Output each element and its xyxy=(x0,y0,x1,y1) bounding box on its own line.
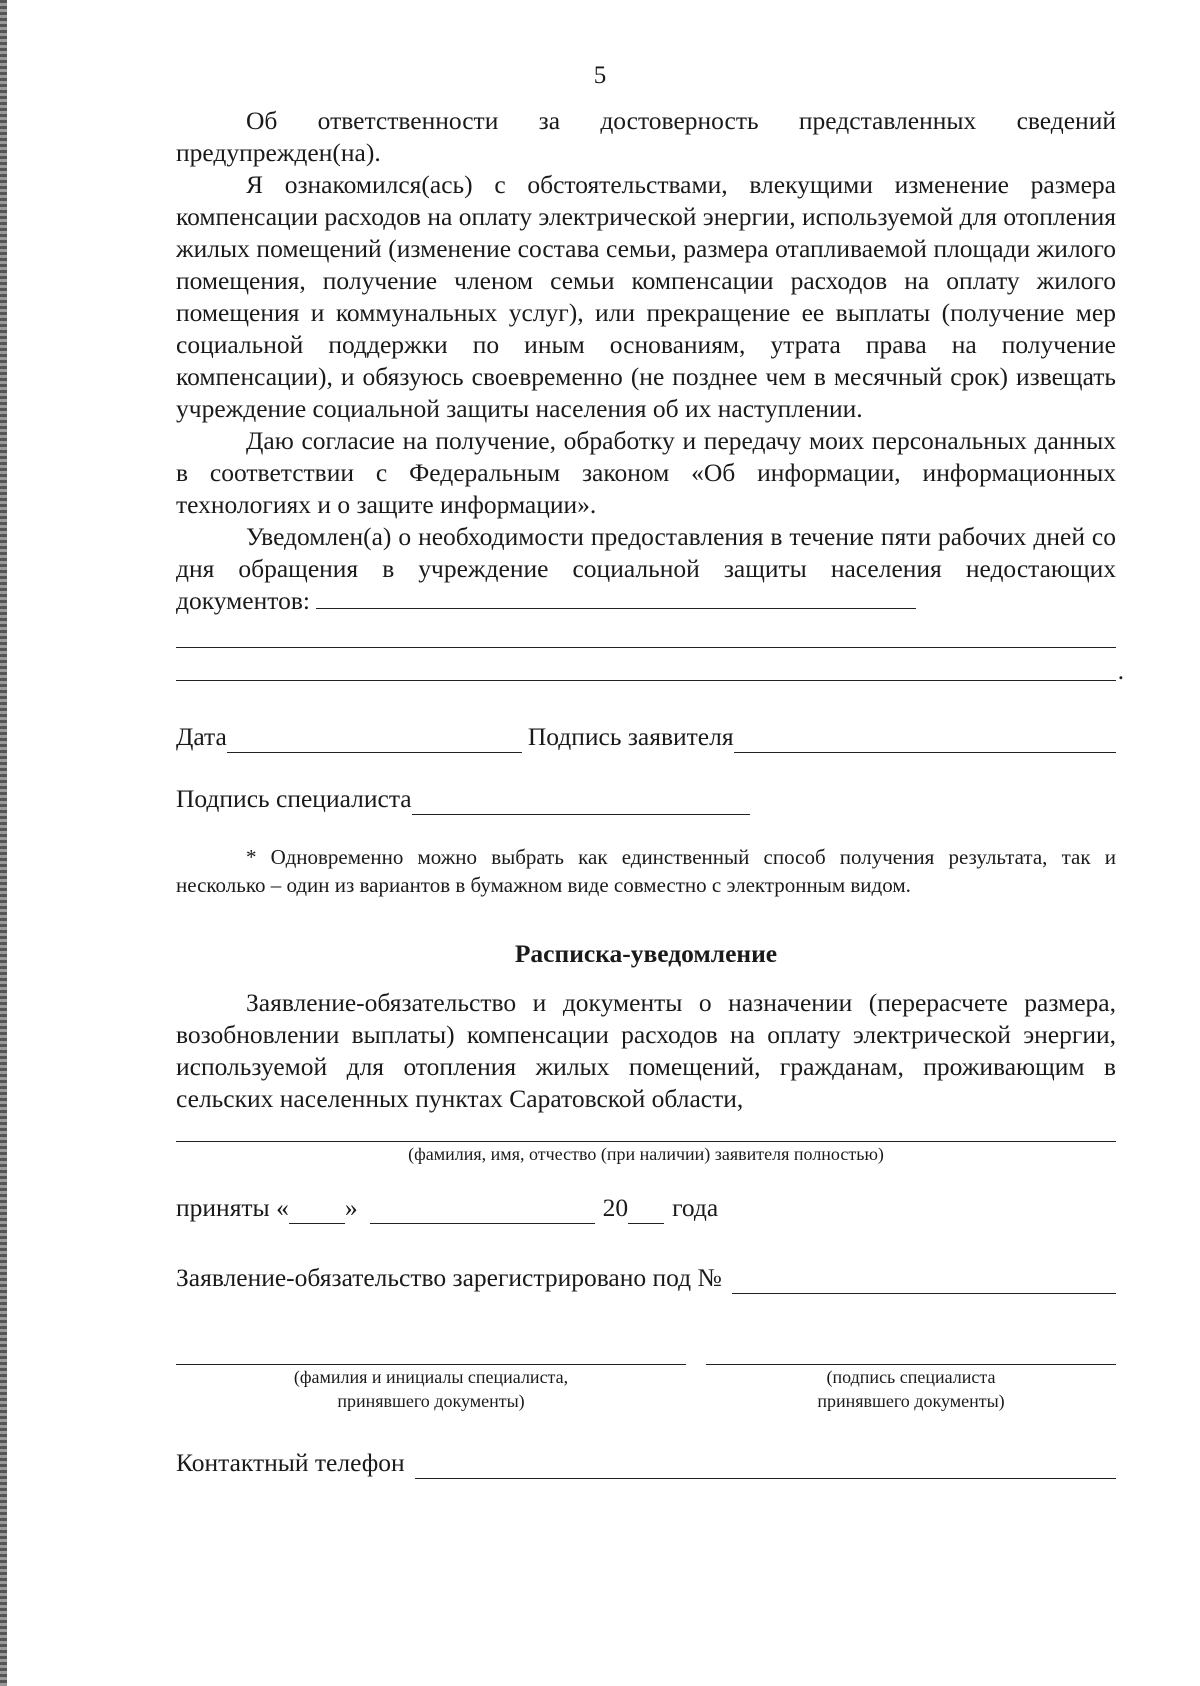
paragraph-acknowledgement: Я ознакомился(ась) с обстоятельствами, влекущими изменение размера компенсации расходов на оплату электрической энергии, используемой для отопления жилых помещений (изменение состава семьи, размера отапливаемой площади жилого помещения, получение членом семьи компенсации расходов на оплату жилого помещения и коммунальных услуг), или прекращение ее выплаты (получение мер социальной поддержки по иным основаниям, утрата права на получение компенсации), и обязуюсь своевременно (не позднее чем в месячный срок) извещать учреждение социальной защиты населения об их наступлении. xyxy=(176,170,1117,423)
specialist-sign-block xyxy=(176,1334,1116,1413)
missing-documents-line-3[interactable]: . xyxy=(176,650,1116,681)
registered-label: Заявление-обязательство зарегистрировано под № xyxy=(176,1263,722,1292)
document-content xyxy=(176,105,1124,1479)
receipt-body: Заявление-обязательство и документы о назначении (перерасчете размера, возобновлении выплаты) компенсации расходов на оплату электрической энергии, используемой для отопления жилых помещений, гражданам, проживающим в сельских населенных пунктах Саратовской области, xyxy=(176,988,1116,1113)
accepted-date-row xyxy=(176,1192,1116,1224)
registration-number-field[interactable] xyxy=(732,1265,1116,1294)
missing-documents-field[interactable] xyxy=(316,586,916,609)
specialist-name-column xyxy=(176,1334,686,1413)
specialist-sign-caption-2: принявшего документы) xyxy=(817,1391,1005,1411)
missing-documents-text: Уведомлен(а) о необходимости предоставления в течение пяти рабочих дней со дня обращения в учреждение социальной защиты населения недостающих документов: xyxy=(176,522,1116,615)
specialist-name-caption-2: принявшего документы) xyxy=(337,1391,525,1411)
accepted-year-field[interactable] xyxy=(628,1195,664,1224)
footnote: * Одновременно можно выбрать как единственный способ получения результата, так и несколько – один из вариантов в бумажном виде совместно с электронным видом. xyxy=(176,845,1116,897)
date-signature-row xyxy=(176,721,1116,753)
applicant-signature-field[interactable] xyxy=(734,724,1116,753)
accepted-day-field[interactable] xyxy=(289,1195,345,1224)
missing-documents-line-2[interactable] xyxy=(176,617,1116,648)
specialist-sign-field[interactable] xyxy=(706,1334,1116,1365)
applicant-fio-field[interactable] xyxy=(176,1115,1116,1142)
date-field[interactable] xyxy=(227,724,522,753)
date-label: Дата xyxy=(176,722,227,751)
phone-field[interactable] xyxy=(415,1450,1116,1479)
accepted-year-prefix: 20 xyxy=(602,1193,629,1222)
applicant-fio-caption: (фамилия, имя, отчество (при наличии) заявителя полностью) xyxy=(408,1144,884,1164)
accepted-quote-close: » xyxy=(344,1193,358,1222)
specialist-signature-label: Подпись специалиста xyxy=(176,784,412,813)
missing-docs-block xyxy=(176,521,1116,617)
paragraph-responsibility: Об ответственности за достоверность представленных сведений предупрежден(на). xyxy=(176,106,1116,167)
specialist-name-caption-1: (фамилия и инициалы специалиста, xyxy=(293,1367,569,1387)
page-number: 5 xyxy=(593,62,607,89)
scan-edge xyxy=(0,0,7,1686)
specialist-name-field[interactable] xyxy=(176,1334,686,1365)
paragraph-missing-documents xyxy=(176,521,1116,617)
phone-label: Контактный телефон xyxy=(176,1448,405,1477)
accepted-year-suffix: года xyxy=(672,1193,719,1222)
registration-row xyxy=(176,1262,1116,1294)
specialist-signature-row xyxy=(176,783,1116,815)
paragraph-consent: Даю согласие на получение, обработку и передачу моих персональных данных в соответствии с Федеральным законом «Об информации, информационных технологиях и о защите информации». xyxy=(176,426,1116,519)
accepted-month-field[interactable] xyxy=(370,1195,595,1224)
specialist-sign-column xyxy=(706,1334,1116,1413)
accepted-prefix: приняты « xyxy=(176,1193,289,1222)
specialist-signature-field[interactable] xyxy=(412,786,750,815)
phone-row xyxy=(176,1447,1116,1479)
receipt-heading: Расписка-уведомление xyxy=(514,939,778,968)
applicant-signature-label: Подпись заявителя xyxy=(527,722,734,751)
specialist-sign-caption-1: (подпись специалиста xyxy=(826,1367,996,1387)
